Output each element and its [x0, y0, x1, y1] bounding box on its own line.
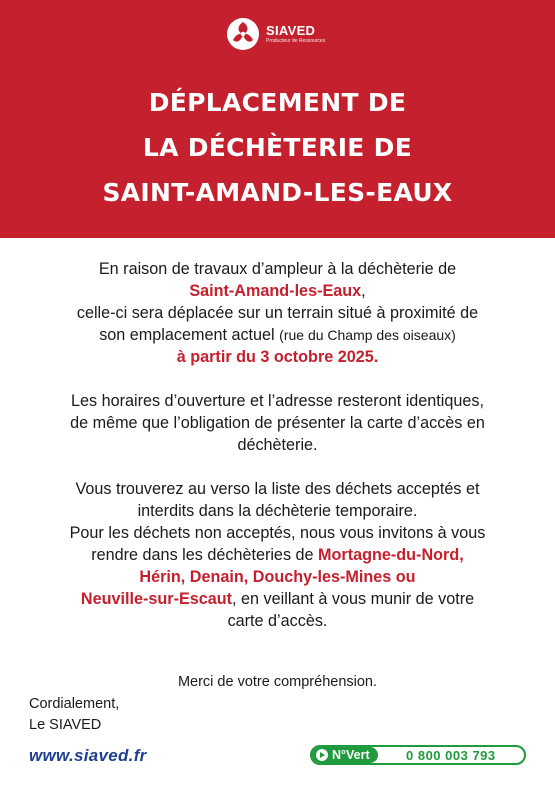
alt-site-highlight-1: Mortagne-du-Nord,: [318, 546, 464, 564]
logo-tagline: Producteur de Ressources: [266, 37, 326, 44]
p3-line-g: carte d’accès.: [227, 612, 328, 630]
numero-vert-label: [312, 747, 378, 763]
logo-name: SIAVED: [266, 22, 316, 38]
p1-line-a: En raison de travaux d’ampleur à la déchèterie de: [98, 260, 457, 278]
announcement-body: [18, 258, 537, 632]
p3-line-f-text: , en veillant à vous munir de votre: [232, 590, 475, 608]
p3-line-d-text: rendre dans les déchèteries de: [91, 546, 314, 564]
location-highlight: Saint-Amand-les-Eaux: [189, 282, 362, 300]
alt-site-highlight-2: Hérin, Denain, Douchy-les-Mines ou: [139, 568, 416, 586]
siaved-logo-icon: [226, 17, 260, 51]
alt-site-highlight-3: Neuville-sur-Escaut: [80, 590, 233, 608]
signature: [29, 694, 119, 736]
website-link[interactable]: www.siaved.fr: [29, 746, 147, 765]
title-line-2: LA DÉCHÈTERIE DE: [142, 133, 413, 162]
p1-line-c: celle-ci sera déplacée sur un terrain situé à proximité de: [76, 304, 479, 322]
siaved-logo: [226, 17, 325, 51]
numero-vert-label-text: N°Vert: [332, 748, 370, 762]
p1-line-d-text: son emplacement actuel: [99, 326, 275, 344]
p3-line-b: interdits dans la déchèterie temporaire.: [137, 502, 418, 520]
page-title: [0, 80, 555, 215]
address-note: (rue du Champ des oiseaux): [279, 327, 456, 343]
play-icon: [316, 749, 328, 761]
date-highlight: à partir du 3 octobre 2025.: [176, 348, 379, 366]
p2-line-b: de même que l’obligation de présenter la carte d’accès en: [70, 414, 485, 432]
numero-vert-badge[interactable]: [310, 745, 526, 765]
p3-line-d: [18, 544, 537, 566]
sign-name: Le SIAVED: [29, 717, 102, 733]
phone-number: 0 800 003 793: [406, 747, 496, 763]
thanks-text: Merci de votre compréhension.: [177, 674, 378, 690]
p3-line-c: Pour les déchets non acceptés, nous vous invitons à vous: [69, 524, 486, 542]
sign-greeting: Cordialement,: [29, 696, 120, 712]
p2-line-a: Les horaires d’ouverture et l’adresse resteront identiques,: [70, 392, 484, 410]
p2-line-c: déchèterie.: [237, 436, 318, 454]
header-banner: [0, 0, 555, 238]
p1-line-b-end: ,: [361, 282, 366, 300]
p3-line-f: [18, 588, 537, 610]
p3-line-a: Vous trouverez au verso la liste des déchets acceptés et: [75, 480, 480, 498]
title-line-1: DÉPLACEMENT DE: [148, 88, 407, 117]
title-line-3: SAINT-AMAND-LES-EAUX: [102, 178, 453, 207]
p1-line-d: [18, 324, 537, 346]
p1-line-b: [18, 280, 537, 302]
